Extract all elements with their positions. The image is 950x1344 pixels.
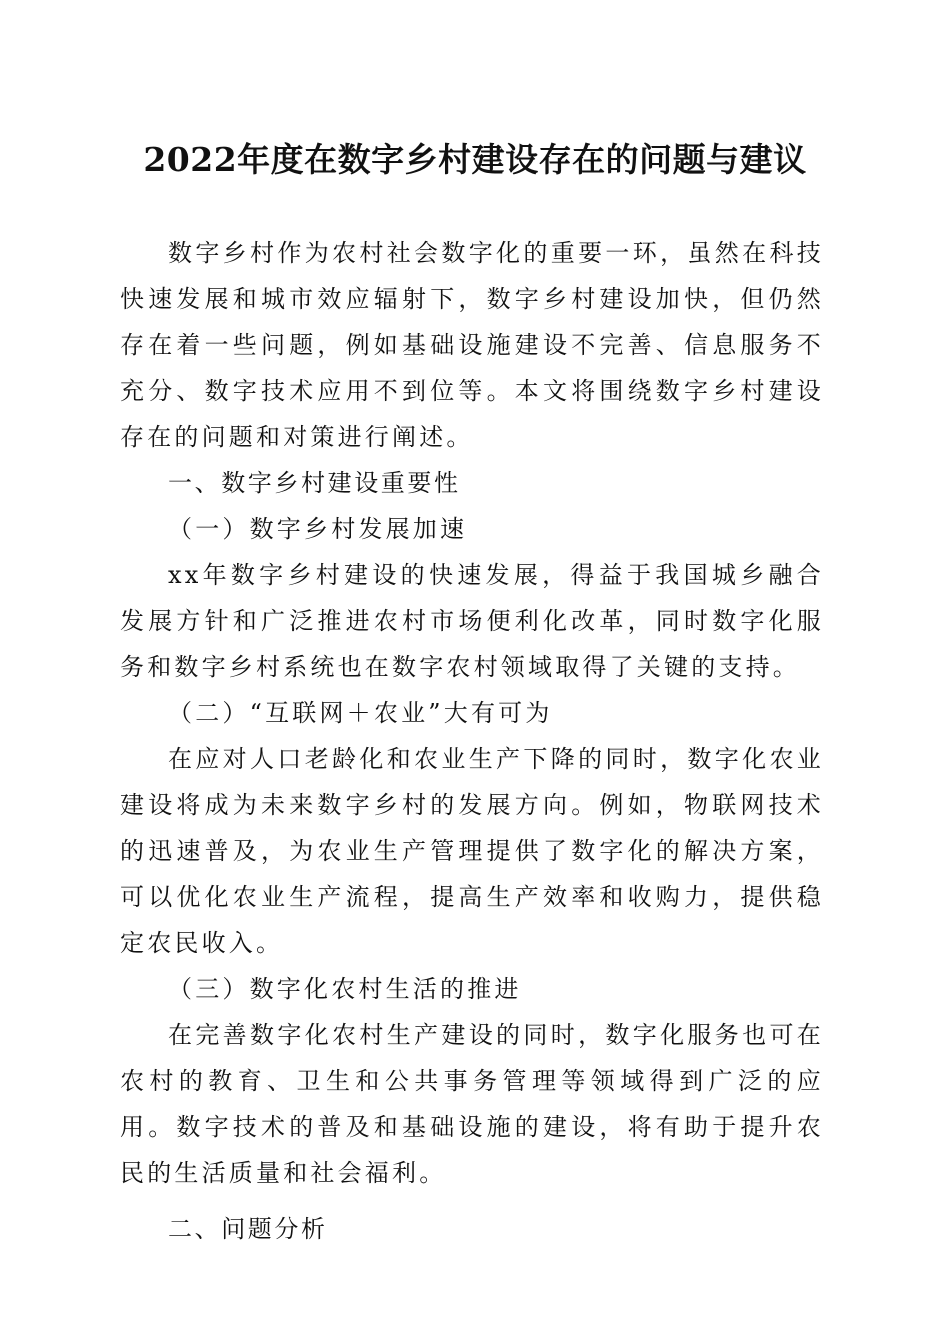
subsection-1-paragraph: xx年数字乡村建设的快速发展，得益于我国城乡融合发展方针和广泛推进农村市场便利化改革，同时数字化服务和数字乡村系统也在数字农村领域取得了关键的支持。 — [120, 561, 824, 681]
section-2-heading: 二、问题分析 — [168, 1215, 328, 1243]
subsection-2-paragraph: 在应对人口老龄化和农业生产下降的同时，数字化农业建设将成为未来数字乡村的发展方向。例如，物联网技术的迅速普及，为农业生产管理提供了数字化的解决方案，可以优化农业生产流程，提高生产效率和收购力，提供稳定农民收入。 — [120, 745, 824, 957]
subsection-2-heading: （二）“互联网＋农业”大有可为 — [168, 699, 553, 727]
section-1-heading: 一、数字乡村建设重要性 — [168, 469, 461, 497]
subsection-1-heading: （一）数字乡村发展加速 — [168, 515, 468, 543]
document-title: 2022年度在数字乡村建设存在的问题与建议 — [143, 140, 807, 179]
subsection-3-heading: （三）数字化农村生活的推进 — [168, 975, 522, 1003]
subsection-3-paragraph: 在完善数字化农村生产建设的同时，数字化服务也可在农村的教育、卫生和公共事务管理等领域得到广泛的应用。数字技术的普及和基础设施的建设，将有助于提升农民的生活质量和社会福利。 — [120, 1021, 824, 1187]
intro-paragraph: 数字乡村作为农村社会数字化的重要一环，虽然在科技快速发展和城市效应辐射下，数字乡村建设加快，但仍然存在着一些问题，例如基础设施建设不完善、信息服务不充分、数字技术应用不到位等。本文将围绕数字乡村建设存在的问题和对策进行阐述。 — [120, 239, 824, 451]
document-body — [120, 230, 824, 1252]
